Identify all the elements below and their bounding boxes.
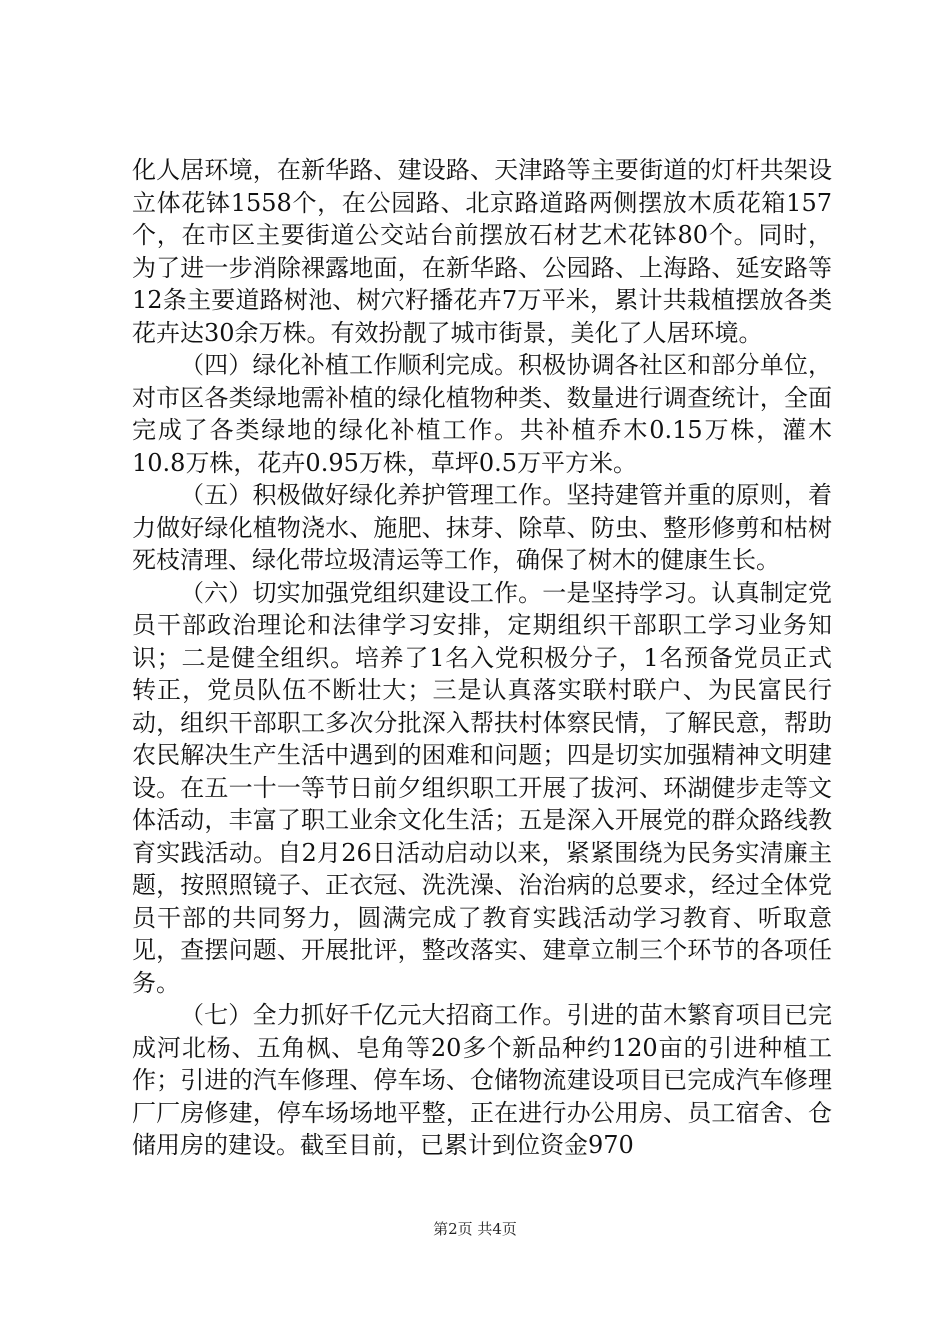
- page-footer: [0, 1218, 950, 1239]
- paragraph-section-6: （六）切实加强党组织建设工作。一是坚持学习。认真制定党员干部政治理论和法律学习安排，定期组织干部职工学习业务知识；二是健全组织。培养了1名入党积极分子，1名预备党员正式转正，党员队伍不断壮大；三是认真落实联村联户、为民富民行动，组织干部职工多次分批深入帮扶村体察民情，了解民意，帮助农民解决生产生活中遇到的困难和问题；四是切实加强精神文明建设。在五一十一等节日前夕组织职工开展了拔河、环湖健步走等文体活动，丰富了职工业余文化生活；五是深入开展党的群众路线教育实践活动。自2月26日活动启动以来，紧紧围绕为民务实清廉主题，按照照镜子、正衣冠、洗洗澡、治治病的总要求，经过全体党员干部的共同努力，圆满完成了教育实践活动学习教育、听取意见，查摆问题、开展批评，整改落实、建章立制三个环节的各项任务。: [132, 578, 832, 997]
- document-body: [132, 154, 832, 1162]
- paragraph-continuation: 化人居环境，在新华路、建设路、天津路等主要街道的灯杆共架设立体花钵1558个，在公园路、北京路道路两侧摆放木质花箱157个，在市区主要街道公交站台前摆放石材艺术花钵80个。同时，为了进一步消除裸露地面，在新华路、公园路、上海路、延安路等12条主要道路树池、树穴籽播花卉7万平米，累计共栽植摆放各类花卉达30余万株。有效扮靓了城市街景，美化了人居环境。: [132, 156, 832, 347]
- paragraph-section-4: （四）绿化补植工作顺利完成。积极协调各社区和部分单位，对市区各类绿地需补植的绿化植物种类、数量进行调查统计，全面完成了各类绿地的绿化补植工作。共补植乔木0.15万株，灌木10.8万株，花卉0.95万株，草坪0.5万平方米。: [132, 351, 832, 477]
- paragraph-section-7: （七）全力抓好千亿元大招商工作。引进的苗木繁育项目已完成河北杨、五角枫、皂角等20多个新品种约120亩的引进种植工作；引进的汽车修理、停车场、仓储物流建设项目已完成汽车修理厂厂房修建，停车场场地平整，正在进行办公用房、员工宿舍、仓储用房的建设。截至目前，已累计到位资金970: [132, 1001, 832, 1159]
- page-number: 第2页 共4页: [433, 1220, 517, 1238]
- paragraph-section-5: （五）积极做好绿化养护管理工作。坚持建管并重的原则，着力做好绿化植物浇水、施肥、抹芽、除草、防虫、整形修剪和枯树死枝清理、绿化带垃圾清运等工作，确保了树木的健康生长。: [132, 481, 832, 574]
